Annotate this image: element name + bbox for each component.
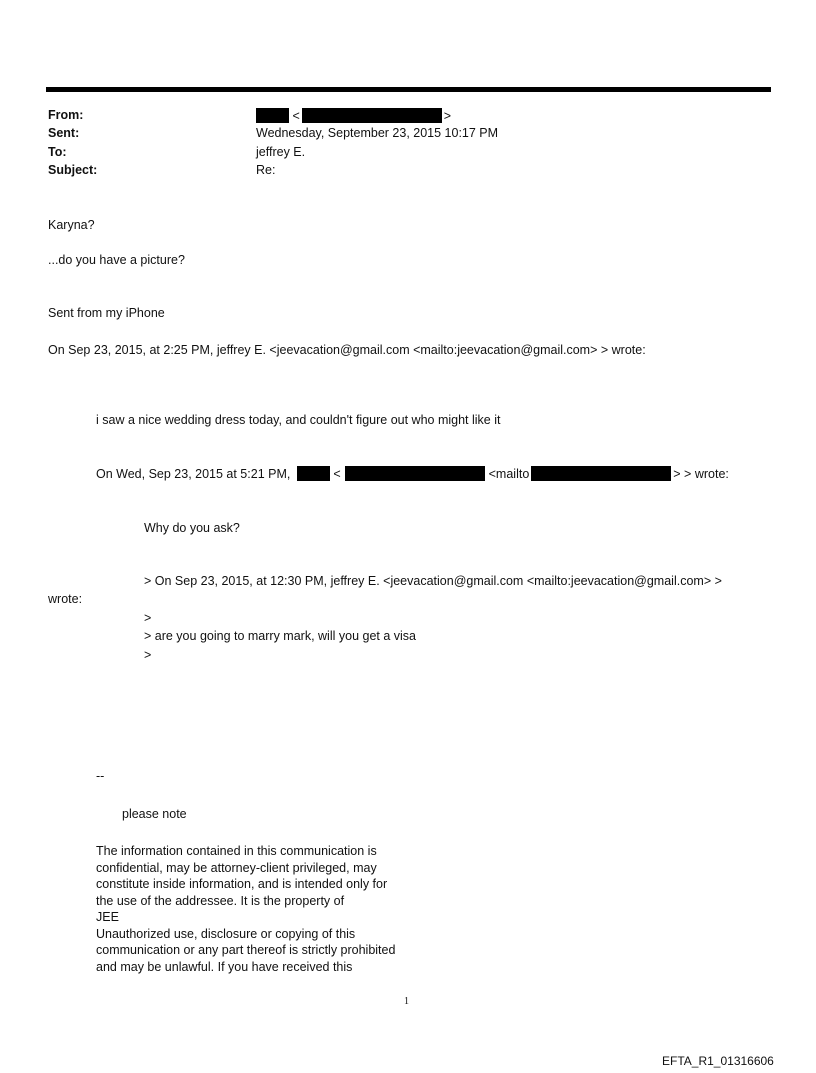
disclaimer-line: communication or any part thereof is strictly prohibited xyxy=(96,943,396,957)
sent-label: Sent: xyxy=(48,126,80,140)
disclaimer-line: the use of the addressee. It is the property of xyxy=(96,893,345,908)
disclaimer-line: confidential, may be attorney-client privileged, may xyxy=(96,860,377,875)
from-value xyxy=(256,108,451,123)
quote2-text: Why do you ask? xyxy=(144,521,240,535)
redaction-bar xyxy=(531,466,671,481)
to-label: To: xyxy=(48,145,67,159)
signature: Sent from my iPhone xyxy=(48,306,165,320)
header-rule xyxy=(46,87,771,92)
disclaimer xyxy=(96,843,395,975)
quote2-intro-end: > > wrote: xyxy=(673,467,729,481)
quote2-intro xyxy=(96,466,729,481)
disclaimer-line: The information contained in this communication is xyxy=(96,844,377,858)
disclaimer-line: and may be unlawful. If you have received this xyxy=(96,959,353,974)
disclaimer-line: Unauthorized use, disclosure or copying of this xyxy=(96,926,356,941)
quote2-intro-lt: < xyxy=(333,467,341,481)
quote3-line-3: > xyxy=(144,648,152,662)
body-line-1: Karyna? xyxy=(48,218,95,232)
body-line-2: ...do you have a picture? xyxy=(48,253,185,267)
quote3-intro: > On Sep 23, 2015, at 12:30 PM, jeffrey E. <jeevacation@gmail.com <mailto:jeevacation@gmail.com> > xyxy=(144,574,722,588)
disclaimer-line: JEE xyxy=(96,910,119,924)
quote2-intro-mailto: <mailto xyxy=(488,467,530,481)
quote3-line-2: > are you going to marry mark, will you get a visa xyxy=(144,629,416,643)
redaction-bar xyxy=(256,108,289,123)
subject-value: Re: xyxy=(256,163,276,177)
redaction-bar xyxy=(297,466,330,481)
from-label: From: xyxy=(48,108,84,122)
disclaimer-line: constitute inside information, and is intended only for xyxy=(96,877,388,891)
signature-separator: -- xyxy=(96,769,105,783)
quote3-wrote: wrote: xyxy=(48,592,83,606)
from-lt: < xyxy=(292,109,300,123)
subject-label: Subject: xyxy=(48,163,98,177)
redaction-bar xyxy=(345,466,485,481)
from-gt: > xyxy=(443,109,452,123)
quote2-intro-a: On Wed, Sep 23, 2015 at 5:21 PM, xyxy=(96,467,291,481)
redaction-bar xyxy=(302,108,442,123)
please-note: please note xyxy=(122,807,187,821)
page-number: 1 xyxy=(404,996,409,1007)
quote1-intro: On Sep 23, 2015, at 2:25 PM, jeffrey E. <jeevacation@gmail.com <mailto:jeevacation@gmail.com> > wrote: xyxy=(48,343,646,357)
to-value: jeffrey E. xyxy=(256,145,306,159)
document-id: EFTA_R1_01316606 xyxy=(662,1054,774,1068)
quote3-line-1: > xyxy=(144,611,152,625)
sent-value: Wednesday, September 23, 2015 10:17 PM xyxy=(256,126,499,140)
quote1-text: i saw a nice wedding dress today, and couldn't figure out who might like it xyxy=(96,413,501,427)
